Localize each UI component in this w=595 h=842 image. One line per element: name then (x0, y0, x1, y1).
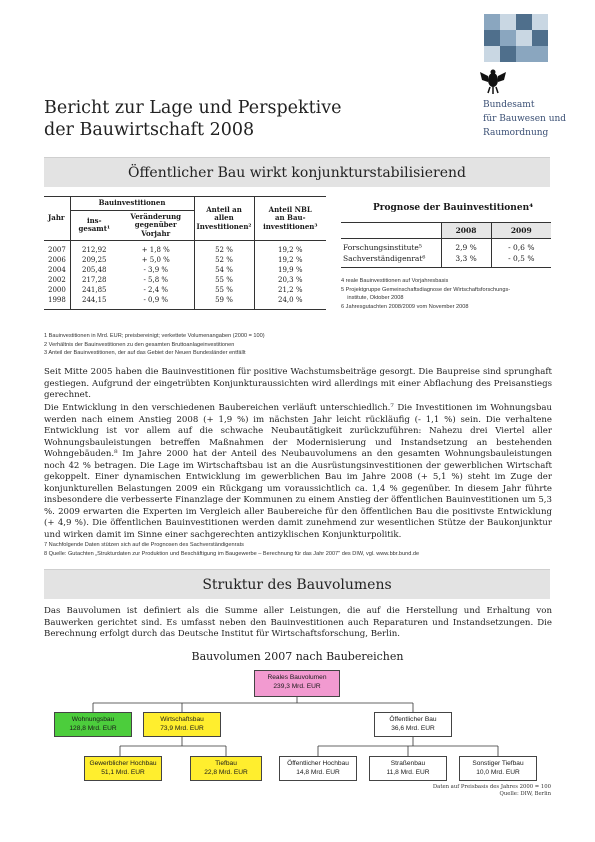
node-label: Öffentlicher Bau (389, 716, 437, 723)
node-label: Gewerblicher Hochbau (89, 760, 157, 767)
node-sonstiger-tiefbau (459, 756, 537, 781)
cell-2009: - 0,5 % (491, 253, 551, 268)
node-tiefbau (190, 756, 262, 781)
credit-line: Quelle: DIW, Berlin (499, 791, 551, 797)
cell-anteil: 55 % (194, 285, 254, 295)
cell-anteil: 55 % (194, 275, 254, 285)
node-wirtschaftsbau (143, 712, 221, 737)
paragraph: Seit Mitte 2005 haben die Bauinvestitionen für positive Wachstumsbeiträge gesorgt. Die Baupreise sind sprunghaft gestiegen. Aufgrund der eingetrübten Konjunkturaussichten wird allerdings mit einer Abflachung des Preisanstiegs gerechnet. (44, 367, 552, 400)
cell-veraenderung: + 1,8 % (141, 246, 170, 254)
footnote: 8 Quelle: Gutachten „Strukturdaten zur Produktion und Beschäftigung im Baugewerbe – Berechnung für das Jahr 2007" des DIW, vgl. www.bbr.bund.de (44, 551, 420, 557)
col-header-nbl: Anteil NBL an Bau- investitionen³ (254, 197, 326, 241)
title-line: der Bauwirtschaft 2008 (44, 120, 255, 140)
bauinvestitionen-table (44, 196, 326, 310)
node-value: 51,1 Mrd. EUR (101, 768, 145, 776)
cell-gesamt: 217,28 (70, 275, 118, 285)
section-heading: Öffentlicher Bau wirkt konjunkturstabilisierend (44, 157, 550, 187)
cell-gesamt: 205,48 (70, 265, 118, 275)
node-reales-bauvolumen (254, 670, 340, 697)
col-header-insgesamt: ins- gesamt¹ (70, 210, 118, 241)
footnote: 4 reale Bauinvestitionen auf Vorjahresbasis (341, 278, 449, 284)
footnote: 2 Verhältnis der Bauinvestitionen zu den gesamten Bruttoanlageinvestitionen (44, 341, 235, 348)
prognose-footnotes (341, 277, 551, 311)
cell-jahr: 2004 (48, 266, 66, 274)
node-strassenbau (369, 756, 447, 781)
node-label: Wirtschaftsbau (160, 716, 204, 723)
cell-gesamt: 241,85 (70, 285, 118, 295)
cell-2009: - 0,6 % (491, 239, 551, 254)
node-label: Tiefbau (215, 760, 237, 767)
cell-gesamt: 244,15 (70, 295, 118, 310)
node-value: 36,6 Mrd. EUR (391, 724, 435, 732)
cell-label: Forschungsinstitute⁵ (343, 243, 422, 252)
table-row (44, 295, 326, 310)
prognose-title: Prognose der Bauinvestitionen⁴ (373, 203, 534, 213)
cell-gesamt: 209,25 (70, 255, 118, 265)
table-footnotes (44, 332, 265, 358)
node-oeffentlicher-hochbau (279, 756, 357, 781)
node-label: Straßenbau (390, 760, 426, 767)
cell-nbl: 19,2 % (254, 255, 326, 265)
federal-eagle-icon (478, 66, 508, 96)
col-header-jahr: Jahr (48, 213, 65, 223)
col-header-bauinvestitionen: Bauinvestitionen (70, 197, 194, 211)
cell-nbl: 19,9 % (254, 265, 326, 275)
node-label: Wohnungsbau (71, 716, 115, 723)
cell-jahr: 2002 (48, 276, 66, 284)
cell-anteil: 54 % (194, 265, 254, 275)
cell-2008: 2,9 % (441, 239, 491, 254)
cell-veraenderung: - 0,9 % (143, 296, 169, 304)
diagram-title: Bauvolumen 2007 nach Baubereichen (191, 650, 404, 663)
col-header-veraenderung: Veränderung gegenüber Vorjahr (130, 211, 182, 238)
table-row (44, 265, 326, 275)
cell-jahr: 1998 (48, 296, 66, 304)
table-row (44, 275, 326, 285)
agency-line: für Bauwesen und (483, 114, 567, 124)
table-row (341, 253, 551, 268)
node-value: 11,8 Mrd. EUR (386, 768, 430, 776)
table-row (44, 241, 326, 256)
footnote: 1 Bauinvestitionen in Mrd. EUR; preisbereinigt; verkettete Volumenangaben (2000 = 100) (44, 333, 265, 339)
cell-veraenderung: - 3,9 % (143, 266, 169, 274)
cell-jahr: 2006 (48, 256, 66, 264)
agency-line: Bundesamt (483, 100, 535, 110)
footnote: 3 Anteil der Bauinvestitionen, der auf das Gebiet der Neuen Bundesländer entfällt (44, 350, 246, 356)
node-wohnungsbau (54, 712, 132, 737)
cell-veraenderung: - 2,4 % (143, 286, 169, 294)
cell-label: Sachverständigenrat⁶ (343, 254, 426, 263)
cell-anteil: 52 % (194, 241, 254, 256)
cell-nbl: 21,2 % (254, 285, 326, 295)
cell-jahr: 2000 (48, 286, 66, 294)
col-header-blank (341, 223, 441, 239)
credit-line: Daten auf Preisbasis des Jahres 2000 = 100 (432, 784, 551, 790)
bbr-mosaic-logo (484, 14, 550, 62)
agency-line: Raumordnung (483, 128, 549, 138)
footnote: 6 Jahresgutachten 2008/2009 vom November 2008 (341, 303, 469, 310)
cell-jahr: 2007 (48, 246, 66, 254)
node-label: Reales Bauvolumen (267, 674, 327, 681)
cell-anteil: 59 % (194, 295, 254, 310)
node-oeffentlicher-bau (374, 712, 452, 737)
cell-gesamt: 212,92 (70, 241, 118, 256)
table-row (44, 285, 326, 295)
node-value: 239,3 Mrd. EUR (273, 682, 321, 690)
paragraph: Das Bauvolumen ist definiert als die Summe aller Leistungen, die auf die Herstellung und Erhaltung von Bauwerken gerichtet sind. Es umfasst neben den Bauinvestitionen auch Reparaturen und Instandsetzungen. Die Berechnung erfolgt durch das Deutsche Institut für Wirtschaftsforschung, Berlin. (44, 606, 552, 639)
col-header-2009: 2009 (491, 223, 551, 239)
document-title (44, 97, 341, 141)
cell-anteil: 52 % (194, 255, 254, 265)
col-header-anteil: Anteil an allen Investitionen² (194, 197, 254, 241)
agency-name (483, 98, 566, 140)
title-line: Bericht zur Lage und Perspektive (44, 98, 342, 118)
cell-2008: 3,3 % (441, 253, 491, 268)
cell-nbl: 19,2 % (254, 241, 326, 256)
node-label: Öffentlicher Hochbau (287, 760, 349, 767)
node-value: 14,8 Mrd. EUR (296, 768, 340, 776)
node-gewerblicher-hochbau (84, 756, 162, 781)
section-heading: Struktur des Bauvolumens (44, 569, 550, 599)
node-label: Sonstiger Tiefbau (472, 760, 524, 767)
cell-nbl: 24,0 % (254, 295, 326, 310)
node-value: 128,8 Mrd. EUR (69, 724, 117, 732)
table-row (341, 239, 551, 254)
table-row (44, 255, 326, 265)
footnote: 7 Nachfolgende Daten stützen sich auf die Prognosen des Sachverständigenrats (44, 542, 244, 548)
footnote: 5 Projektgruppe Gemeinschaftsdiagnose der Wirtschaftsforschungs- (341, 286, 511, 293)
cell-veraenderung: - 5,8 % (143, 276, 169, 284)
cell-veraenderung: + 5,0 % (141, 256, 170, 264)
footnote: institute, Oktober 2008 (341, 295, 404, 301)
paragraph: Die Entwicklung in den verschiedenen Baubereichen verläuft unterschiedlich.⁷ Die Investitionen im Wohnungsbau werden nach einem Anstieg 2008 (+ 1,9 %) im nächsten Jahr leicht rückläufig (- 1,1 %) sein. Die verhaltene Entwicklung ist vor allem auf die schwache Neubautätigkeit zurückzuführen: Nahezu drei Viertel aller Wohnungsbauleistungen betreffen Maßnahmen der Modernisierung und Instandsetzung an bestehenden Wohngebäuden.⁸ Im Jahre 2000 hat der Anteil des Neubauvolumens an den gesamten Wohnungsbauleistungen noch 42 % betragen. Die Lage im Wirtschaftsbau ist an die Ausrüstungsinvestitionen der gewerblichen Wirtschaft gekoppelt. Einer dynamischen Entwicklung im gewerblichen Bau im Jahre 2008 (+ 5,1 %) steht im Zuge der konjunkturellen Belastungen 2009 ein Rückgang um voraussichtlich ca. 1,4 % gegenüber. In diesem Jahr führte insbesondere die verbesserte Finanzlage der Kommunen zu einem Anstieg der öffentlichen Bauinvestitionen um 5,3 %. 2009 erwarten die Experten im Vergleich aller Baubereiche für den öffentlichen Bau die positivste Entwicklung (+ 4,9 %). Die öffentlichen Bauinvestitionen werden damit zunehmend zur wesentlichen Stütze der Baukonjunktur und wirken damit im Sinne einer sachgerechten antizyklischen Konjunkturpolitik. (44, 403, 552, 540)
col-header-2008: 2008 (441, 223, 491, 239)
node-value: 10,0 Mrd. EUR (476, 768, 520, 776)
node-value: 73,9 Mrd. EUR (160, 724, 204, 732)
cell-nbl: 20,3 % (254, 275, 326, 285)
node-value: 22,8 Mrd. EUR (204, 768, 248, 776)
prognose-table (341, 222, 551, 268)
diagram-source (433, 784, 551, 798)
